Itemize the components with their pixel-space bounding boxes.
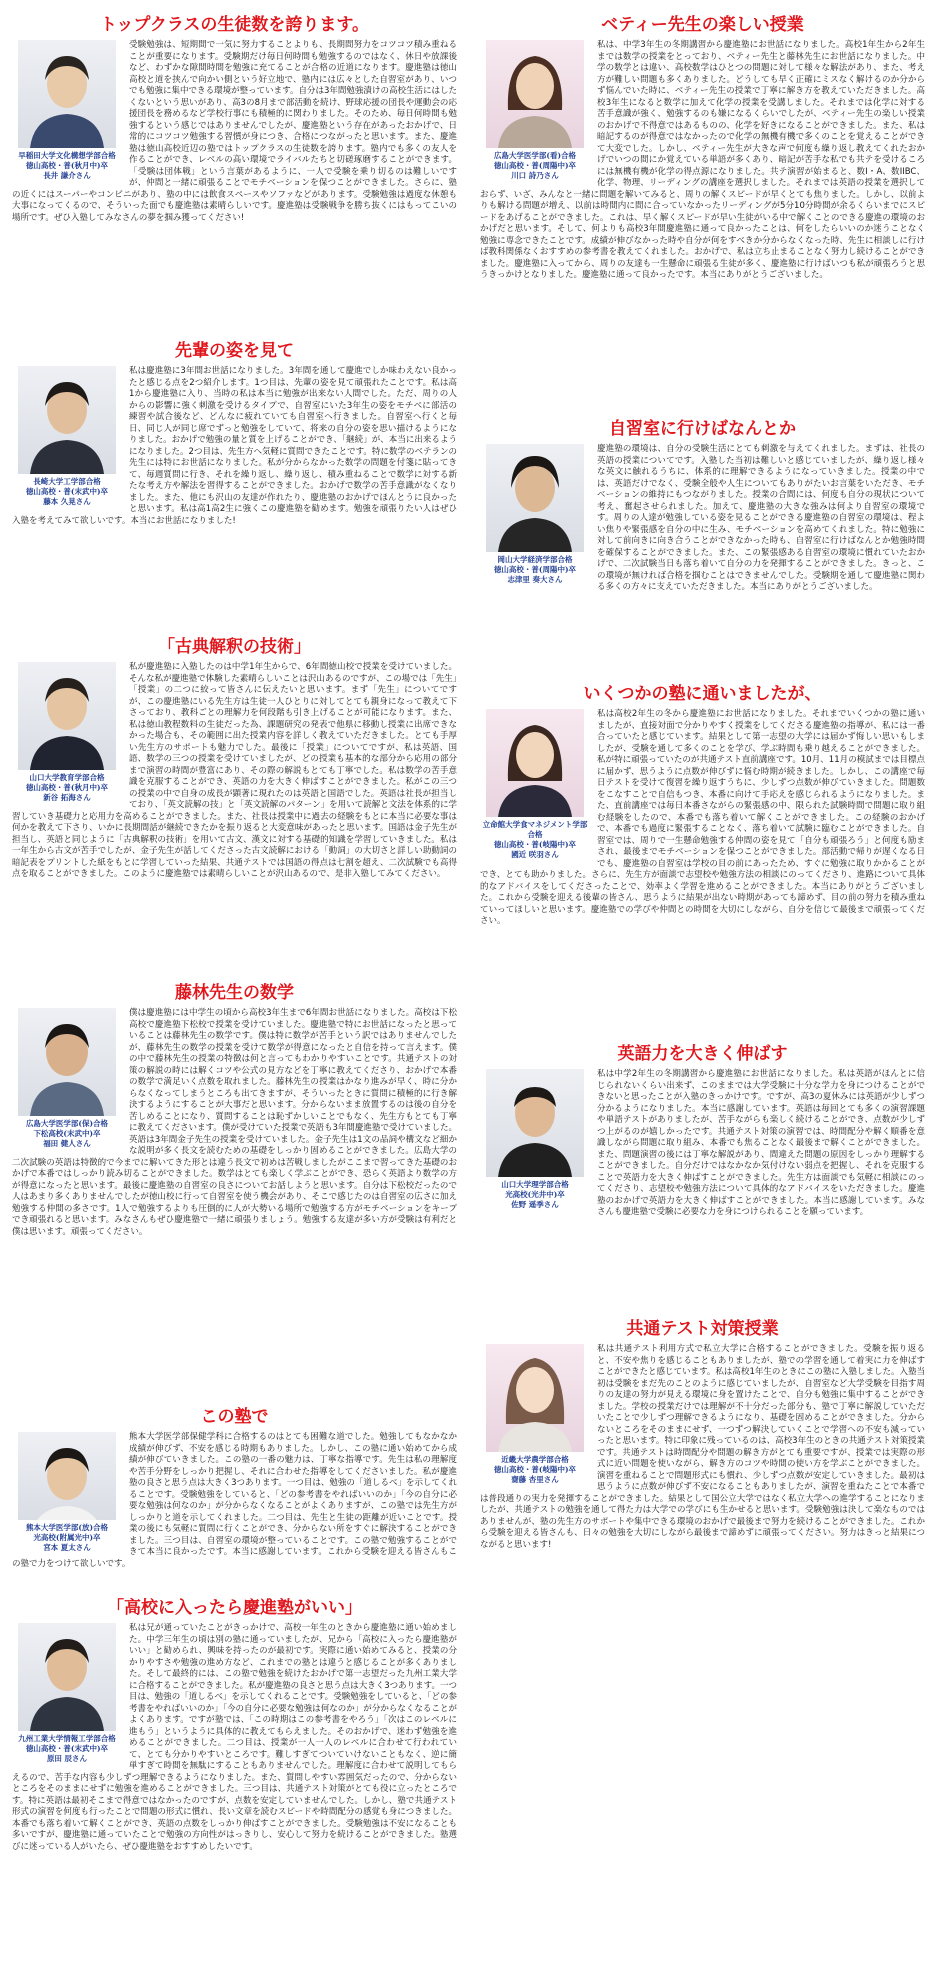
story-title: 英語力を大きく伸ばす (617, 1044, 788, 1064)
story-6 (12, 1597, 457, 1947)
story-10 (480, 1043, 925, 1298)
caption-line: 徳山高校・普(末武中)卒 (25, 1744, 109, 1753)
student-profile (12, 1623, 122, 1764)
student-profile (12, 366, 122, 507)
story-body: 僕は慶進塾には中学生の頃から高校3年生まで6年間お世話になりました。高校は下松高校で慶進塾下松校で授業を受けていました。慶進塾で特にお世話になったと思っていることは藤林先生の数学です。僕は特に数学が苦手という訳ではありませんでしたが、藤林先生の数学の授業を受けて数学が得意になったと自信を持って言えます。僕の中で藤林先生の授業の特徴は何と言ってもわかりやすいことです。共通テストの対策の解説の時には解くコツや公式の見方などを丁寧に教えてくださり、おかげで本番の数学で満足いく点数を取れました。藤林先生の授業はかなり進みが早く、時に分からなくなってしまうところも出てきますが、そういったときに質問に積極的に行き解決するようにすることが大事だと思います。分からないまま放置するのは後の自分を苦しめることになり、質問することは恥ずかしいことでもなく、先生方もとても丁寧に教えてくださいます。僕が受けていた授業で英語も3年間慶進塾で受けていました。英語は3年間金子先生の授業を受けていました。金子先生は1文の品詞や構文など細かな説明が多く長文を読むための基礎をしっかり固めることができました。広島大学の二次試験の英語は特徴的で今までに解いてきた形とは違う長文で初めは苦戦しましたがここまで習ってきた基礎のおかげで本番ではしっかり読み切ることができました。数学はとても楽しく学ぶことができ、恐らく英語より数学の方が得意になったと思います。最後に慶進塾の自習室の良さについてお話しようと思います。自分は下松校だったので人はあまり多くありませんでしたが徳山校に行って自習室を使う機会があり、そこで感じたのは自習室の広さに加え勉強する仲間の多さです。1人で勉強するよりも圧倒的に人が大勢いる場所で勉強する方がモチベーションをキープでき頑張れると思います。みなさんもぜひ慶進塾で一緒に頑張りましょう。勉強する友達が多い方が受験は有利だと僕は思います。頑張ってください。 (12, 1008, 457, 1237)
student-photo (486, 1344, 584, 1452)
story-11 (480, 1318, 925, 1708)
caption-line: 徳山高校・普(岐陽中)卒 (493, 840, 577, 849)
story-title: 藤林先生の数学 (175, 983, 294, 1003)
story-body: 私が慶進塾に入塾したのは中学1年生からで、6年間徳山校で授業を受けていました。そんな私が慶進塾で体験した素晴らしいことは沢山あるのですが、この場では「先生」「授業」の二つに絞って皆さんに伝えたいと思います。まず「先生」についてですが、この慶進塾にいる先生方は生徒一人ひとりに対してとても親身になって教えて下さっており、教科ごとの理解力を何段階も引き上げることが可能になります。また、私は徳山教程数料の生徒だった為、課題研究の発表で他県に移動し授業に出席できなかった場合も、その範囲に出た授業内容を詳しく教えていただきました。とても手厚い先生方のサポートも魅力でした。最後に「授業」についてですが、私は英語、国語、数学の三つの授業を受けていましたが、どの授業も基本的な部分から応用の部分まで演習の時間が豊富にあり、その際の解説もとても丁寧でした。私は数学の苦手意識を克服することができ、英語の力を大きく伸ばすことができました。私がこの三つの授業の中で自身の成長が顕著に現れたのは英語と国語でした。英語は社長が担当しており、「英文読解の技」と「英文読解のパターン」を用いて読解と文法を体系的に学習していき基礎力と応用力を高めることができました。また、社長は授業中に過去の経験をもとに本当に必要な事は何かを教えて下さり、いかに長期間話が継続できたかを振り返ると大変意味があったと思います。国語は金子先生が担当し、英語と同じように「古典解釈の技術」を用いて古文、漢文に対する基礎的知識を学習していきました。私は一年生から古文が苦手でしたが、金子先生が話してくださった古文読解における「動詞」の大切さと詳しい助動詞の暗記表をプリントした紙をもとに学習していった結果、共通テストでは国語の得点は七割を超え、二次試験でも高得点を取ることができました。このように慶進塾では素晴らしいことが沢山あるので、是非入塾してみてください。 (12, 662, 457, 879)
caption-line: 九州工業大学情報工学部合格 (18, 1734, 116, 1743)
student-photo (18, 1432, 116, 1520)
story-body: 私は共通テスト利用方式で私立大学に合格することができました。受験を振り返ると、不安や焦りを感じることもありましたが、塾での学習を通して着実に力を伸ばすことができたと感じています。私は高校1年生のときにこの塾に入塾しました。入塾当初は受験をまだ先のことのように感じていましたが、自習室など大学受験を目指す周りの友達の努力が見える環境に身を置けたことで、自分も勉強に集中することができました。学校の授業だけでは理解が不十分だった部分も、塾で丁寧に解説していただいたことで少しずつ理解できるようになり、基礎を固めることができました。分からないところをそのままにせず、一つずつ解決していくことで学習への不安も減っていったと思います。特に印象に残っているのは、高校3年生のときの共通テスト対策授業です。共通テストは時間配分や問題の解き方がとても重要ですが、授業では実際の形式に近い問題を使いながら、解き方のコツや時間の使い方を学ぶことができました。演習を重ねることで問題形式にも慣れ、少しずつ点数が安定していきました。最初は思うように点数が伸びず不安になることもありましたが、演習を重ねたことで本番では普段通りの実力を発揮することができました。結果として国公立大学ではなく私立大学への進学することになりましたが、共通テストの勉強を通して得た力は大学での学びにも生かせると思います。受験勉強は決して楽なものではありませんが、塾の先生方のサポートや集中できる環境のおかげで最後まで努力を続けることができました。これから受験を迎える皆さんも、日々の勉強を大切にしながら最後まで諦めずに頑張ってください。努力はきっと結果につながると思います! (480, 1344, 925, 1550)
caption-line: 徳山高校・普(末武中)卒 (25, 487, 109, 496)
caption-line: 光高校(附属光中)卒 (33, 1533, 101, 1542)
student-photo (18, 662, 116, 770)
caption-line: 熊本大学医学部(放)合格 (25, 1523, 109, 1532)
student-profile (12, 1432, 122, 1553)
story-5 (12, 1406, 457, 1581)
student-portrait-icon (18, 1432, 116, 1520)
student-portrait-icon (18, 662, 116, 770)
student-profile (480, 709, 590, 860)
caption-line: 原田 辰さん (46, 1754, 88, 1763)
story-body: 受験勉強は、短期間で一気に努力することよりも、長期間努力をコツコツ積み重ねることが重要になります。受験期だけ毎日何時間も勉強するのではなく、休日や放課後など、わずかな隙間時間を勉強に充てることが合格の近道になります。慶進塾は徳山高校と道を挟んで向かい側という好立地で、塾内には広々とした自習室があり、いつでも勉強に集中できる環境が整っています。自分は3年間勉強漬けの高校生活にはしたくないという思いがあり、高3の8月まで部活動を続け、野球応援の団長や運動会の応援団長を務めるなど学校行事にも積極的に関わりました。そのため、毎日何時間も勉強するという感じではありませんでしたが、慶進塾という存在があったおかげで、日常的にコツコツ勉強する習慣が身につき、合格につながったと思います。また、慶進塾は徳山高校近辺の塾ではトップクラスの生徒数を誇ります。塾内でも多くの友人を作ることができ、レベルの高い環境でライバルたちと切磋琢磨することができます。「受験は団体戦」という言葉があるように、一人で受験を乗り切るのは難しいですが、仲間と一緒に頑張ることでモチベーションを保つことができました。さらに、塾の近くにはスーパーやコンビニがあり、塾の中には飲食スペースやソファなどがあります。受験勉強は過度な休憩も大事になってくるので、そういった面でも慶進塾は素晴らしいです。慶進塾は受験戦争を勝ち抜くにはもってこいの場所です。ぜひ入塾してみなさんの夢を掴み獲ってください! (12, 40, 457, 223)
student-photo (18, 40, 116, 148)
story-body: 私は、中学3年生の冬期講習から慶進塾にお世話になりました。高校1年生から2年生までは数学の授業をとっており、ベティー先生と藤林先生にお世話になりました。中学の数学とは違い、高校数学はひとつの問題に対して様々な解法があり、また、考え方が難しい問題も多くありました。どうしても早く正確にミスなく解けるのか分からず悩んでいた時に、ベティー先生の授業で丁寧に解き方を教えていただきました。高校3年生になると数学に加えて化学の授業を受講しました。それまでは化学に対する苦手意識が強く、勉強するのも嫌になるくらいでしたが、ベティー先生の楽しい授業のおかげで不得意ではあるものの、化学を好きになることができました。また、私は暗記するのが得意ではなかったので化学の無機有機で多くのことを覚えることができて大変でした。しかし、ベティー先生が大きな声で何度も繰り返し教えてくれたおかげでいつの間にか覚えている単語が多くあり、暗記が苦手な私でも共テを受けるころには無機有機が化学の得点源になりました。共テ演習が始まると、数I・A、数IIBC、化学、物理、リーディングの講座を選択しました。それまでは英語の授業を選択しておらず、いざ、みんなと一緒に問題を解いてみると、周りの解くスピードが早くとても焦りました。しかし、以前よりも解ける問題が増え、以前は時間内に間に合っていなかったリーディングが5分10分時間が余るくらいまでにスピードをあげることができました。これは、早く解くスピードが早い生徒がいる中で解くことのできる慶進の環境のおかげだと思います。そして、何よりも高校3年間慶進塾に通って良かったことは、何をしたらいいのか迷うことなく勉強に専念できたことです。成績が伸びなかった時や自分が何をすべきか分からなくなった時、先生に相談しに行けば教科関係なくおすすめの参考書を教えてくれました。おかげで、私は立ち止まることなく努力し続けることができました。慶進塾に入ってから、周りの友達も一生懸命に頑張る生徒が多く、慶進塾に行けばいつも私が頑張ろうと思うきっかけとなりました。慶進塾に通って良かったです。本当にありがとうございました。 (480, 40, 925, 280)
caption-line: 広島大学医学部(保)合格 (25, 1119, 109, 1128)
story-body: 私は中学2年生の冬期講習から慶進塾にお世話になりました。私は英語がほんとに信じられないくらい出来ず、このままでは大学受験に十分な学力を身につけることができないと思ったことが入塾のきっかけです。ですが、高3の夏休みには英語が少しずつ分かるようになりました。本当に感謝しています。英語は毎回とても多くの演習課題や単語テストがありましたが、苦手ながらも楽しく続けることができ、点数が少しずつ上がるのが嬉しかったです。共通テスト対策の演習では、時間配分や解く順番を意識しながら問題に取り組み、本番でも焦ることなく最後まで解くことができました。また、問題演習の後には丁寧な解説があり、間違えた問題の原因をしっかり理解することができました。自分だけではなかなか気付けない弱点を把握し、それを克服することで英語力を大きく伸ばすことができました。先生方は面談でも気軽に相談にのってくださり、志望校や勉強方法について具体的なアドバイスをいただきました。慶進塾のおかげで英語力を大きく伸ばすことができました。本当に感謝しています。みなさんも慶進塾で受験に必要な力を身につけられることを願っています。 (597, 1069, 925, 1217)
caption-line: 川口 詩乃さん (511, 171, 559, 180)
caption-line: 長井 謙介さん (43, 171, 91, 180)
student-portrait-icon (486, 1069, 584, 1177)
caption-line: 徳山高校・普(岐陽中)卒 (493, 1465, 577, 1474)
left-column (12, 14, 457, 1947)
story-body: 熊本大学医学部保健学科に合格するのはとても困難な道でした。勉強してもなかなか成績が伸びず、不安を感じる時期もありました。しかし、この塾に通い始めてから成績が伸びていきました。この塾の一番の魅力は、丁寧な指導です。先生は私の理解度や苦手分野をしっかり把握し、それに合わせた指導をしてくださいました。私が慶進塾の良さと思う点は大きく3つあります。一つ目は、勉強の「道しるべ」を示してくれることです。受験勉強をしていると、「どの参考書をやればいいのか」「今の自分に必要な勉強は何なのか」が分からなくなることがよくありますが、この塾では先生方がしっかりと道を示してくれました。二つ目は、先生と生徒の距離が近いことです。授業の後にも気軽に質問に行くことができ、分からない所をすぐに解決することができました。三つ目は、自習室の環境が整っていることです。この塾で勉強することができて本当に良かったです。本当に感謝しています。これから受験を迎える皆さんもこの塾で力をつけて欲しいです。 (12, 1432, 457, 1569)
story-7 (480, 14, 925, 404)
student-photo (486, 1069, 584, 1177)
student-profile (480, 444, 590, 585)
student-photo (18, 366, 116, 474)
student-profile (12, 1008, 122, 1149)
story-1 (12, 14, 457, 324)
student-portrait-icon (18, 366, 116, 474)
story-title: 自習室に行けばなんとか (609, 419, 796, 439)
story-title: 共通テスト対策授業 (626, 1319, 779, 1339)
story-title: 先輩の姿を見て (175, 341, 294, 361)
caption-line: 早稲田大学文化構想学部合格 (18, 151, 116, 160)
student-portrait-icon (486, 40, 584, 148)
student-photo (18, 1008, 116, 1116)
story-2 (12, 340, 457, 620)
caption-line: 福田 健人さん (43, 1139, 91, 1148)
story-9 (480, 683, 925, 1013)
caption-line: 光高校(光井中)卒 (505, 1190, 565, 1199)
student-profile (12, 40, 122, 181)
story-8 (480, 418, 925, 653)
story-body: 私は兄が通っていたことがきっかけで、高校一年生のときから慶進塾に通い始めました。中学三年生の頃は別の塾に通っていましたが、兄から「高校に入ったら慶進塾がいい」と勧められ、興味を持ったのが最初です。実際に通い始めてみると、授業の分かりやすさや勉強の進め方など、これまでの塾とは違うと感じることが多くありました。そして最終的には、この塾で勉強を続けたおかげで第一志望だった九州工業大学に合格することができました。私が慶進塾の良さと思う点は大きく3つあります。一つ目は、勉強の「道しるべ」を示してくれることです。受験勉強をしていると、「どの参考書をやればいいのか」「今の自分に必要な勉強は何なのか」が分からなくなることがよくあります。ですが塾では、「この時期はこの参考書をやろう」「次はこのレベルに進もう」というように具体的に教えてもらえました。そのおかげで、迷わず勉強を進めることができました。二つ目は、授業が一人一人のレベルに合わせて行われていて、とても分かりやすいところです。難しすぎてついていけないこともなく、逆に簡単すぎて時間を無駄にすることもありませんでした。理解度に合わせて説明してもらえるので、苦手な内容も少しずつ理解できるようになりました。また、質問しやすい雰囲気だったので、分からないところをそのままにせずに勉強を進めることができました。三つ目は、共通テスト対策がとても役に立ったところです。特に英語は最初そこまで得意ではなかったのですが、点数を安定していませんでした。しかし、塾で共通テスト形式の演習を何度も行ったことで問題の形式に慣れ、長い文章を読むスピードや時間配分の感覚も身につきました。本番でも落ち着いて解くことができ、英語の点数をしっかり伸ばすことができました。受験勉強は不安になることも多いですが、慶進塾に通っていたことで勉強の方向性がはっきりし、安心して努力を続けることができました。塾選びに迷っている人がいたら、ぜひ慶進塾をおすすめしたいです。 (12, 1623, 457, 1852)
caption-line: 志津里 奏大さん (507, 575, 563, 584)
caption-line: 長崎大学工学部合格 (33, 477, 101, 486)
caption-line: 広島大学医学部(看)合格 (493, 151, 577, 160)
story-body: 慶進塾の環境は、自分の受験生活にとても刺激を与えてくれました。まずは、社長の英語の授業についてです。入塾した当初は難しいと感じていましたが、繰り返し様々な英文に触れるうちに、体系的に理解できるようになっていきました。授業の中では、英語だけでなく、受験全般や人生についてもありがたいお言葉をいただき、モチベーションの維持にもつながりました。授業の合間には、何度も自分の現状について考え、奮起させられました。加えて、慶進塾の大きな強みは何より自習室の環境です。周りの人達が勉強している姿を見ることができる慶進塾の自習室の環境は、程よい焦りや緊張感を自分の中に生み、モチベーションを高めてくれました。特に勉強に対して前向きに向き合うことができなかった時も、自習室に行けばなんとか勉強時間を確保することができました。また、この緊張感ある自習室の環境に慣れていたおかげで、二次試験当日も落ち着いて自分の力を発揮することができました。きっと、この環境が無ければ合格を掴むことはできませんでした。受験期を通して慶進塾に関わる多くの方々に支えていただきました。本当にありがとうございました。 (597, 444, 925, 592)
caption-line: 下松高校(末武中)卒 (33, 1129, 101, 1138)
caption-line: 立命館大学食マネジメント学部合格 (482, 820, 588, 839)
story-3 (12, 636, 457, 966)
caption-line: 齋藤 杏里さん (511, 1475, 559, 1484)
student-profile (480, 40, 590, 181)
student-portrait-icon (486, 1344, 584, 1452)
student-profile (480, 1344, 590, 1485)
student-portrait-icon (18, 1623, 116, 1731)
caption-line: 徳山高校・普(秋月中)卒 (25, 783, 109, 792)
student-photo (18, 1623, 116, 1731)
student-photo (486, 444, 584, 552)
caption-line: 佐野 遥季さん (511, 1200, 559, 1209)
student-profile (12, 662, 122, 803)
right-column (480, 14, 925, 1708)
caption-line: 山口大学理学部合格 (501, 1180, 569, 1189)
story-body: 私は高校2年生の冬から慶進塾にお世話になりました。それまでいくつかの塾に通いましたが、直接対面で分かりやすく授業をしてくださる慶進塾の指導が、私には一番合っていたと感じています。結果として第一志望の大学には届かず悔しい思いもしましたが、受験を通して多くのことを学び、学ぶ時間も乗り越えることができました。私が特に頑張っていたのが共通テスト直前講座です。10月、11月の模試までは目標点に届かず、思うように点数が伸びずに悩む時期が続きました。しかし、この講座で毎日テストを受けて復習を繰り返すうちに、少しずつ点数が伸びていきました。問題数をこなすことで自信もつき、本番に向けて手応えを感じられるようになりました。また、直前講座では毎日本番さながらの緊張感の中、限られた試験時間で問題に取り組む経験をしたので、本番でも落ち着いて解くことができました。この経験のおかげで、本番でも過度に緊張することなく、落ち着いて試験に臨むことができました。自習室では、周りで一生懸命勉強する仲間の姿を見て「自分も頑張ろう」と何度も励まされ、最後までモチベーションを保つことができました。部活動で帰りが遅くなる日でも、慶進塾の自習室は学校の目の前にあったため、すぐに勉強に取りかかることができ、とても助かりました。さらに、先生方が面談で志望校や勉強方法の相談にのってくださり、進路について具体的なアドバイスをしてくださったことで、効率よく学習を進めることができました。本当にありがとうございました。これから受験を迎える後輩の皆さん、思うように結果が出ない時期があっても諦めず、目の前の努力を積み重ねていってほしいと思います。慶進塾での学びや仲間との時間を大切にしながら、自分を信じて最後まで頑張ってください。 (480, 709, 925, 926)
student-profile (480, 1069, 590, 1210)
story-title: ベティー先生の楽しい授業 (601, 15, 804, 35)
story-title: いくつかの塾に通いましたが、 (583, 684, 822, 704)
caption-line: 徳山高校・普(秋月中)卒 (25, 161, 109, 170)
caption-line: 宮本 夏太さん (43, 1543, 91, 1552)
caption-line: 徳山高校・普(周陽中)卒 (493, 565, 577, 574)
caption-line: 山口大学教育学部合格 (29, 773, 105, 782)
student-portrait-icon (486, 444, 584, 552)
student-portrait-icon (18, 40, 116, 148)
caption-line: 徳山高校・普(周陽中)卒 (493, 161, 577, 170)
caption-line: 藤本 久晃さん (43, 497, 91, 506)
student-portrait-icon (18, 1008, 116, 1116)
caption-line: 新谷 拓海さん (43, 793, 91, 802)
student-photo (486, 709, 584, 817)
student-portrait-icon (486, 709, 584, 817)
student-photo (486, 40, 584, 148)
story-title: トップクラスの生徒数を誇ります。 (99, 15, 370, 35)
story-title: この塾で (200, 1407, 269, 1427)
caption-line: 岡山大学経済学部合格 (497, 555, 573, 564)
story-title: 「古典解釈の技術」 (158, 637, 311, 657)
story-4 (12, 982, 457, 1392)
caption-line: 國近 咲羽さん (511, 850, 559, 859)
story-title: 「高校に入ったら慶進塾がいい」 (107, 1598, 362, 1618)
story-body: 私は慶進塾に3年間お世話になりました。3年間を通して慶進でしか味わえない良かったと感じる点を2つ紹介します。1つ目は、先輩の姿を見て頑張れたことです。私は高1から慶進塾に入り、当時の私は本当に勉強が出来ない人間でした。ただ、周りの人からの影響に強く刺激を受けるタイプで、自習室にいた3年生の姿をモチベに部活の練習や試合後など、どんなに疲れていても自習室へ行きました。自習室へ行くと毎日、同じ人が同じ席でずっと勉強をしていて、将来の自分の姿を思い描けるようになりました。おかげで勉強の量と質を上げることができ、「継続」が、本当に出来るようになりました。2つ目は、先生方へ気軽に質問できたことです。特に数学のベテランの先生には特にお世話になりました。私が分からなかった数学の問題を付箋に貼ってきて、毎週質問に行き、それを繰り返し、繰り返し、積み重ねることで数学に対する新たな考え方や解法を習得することができました。おかげで数学の苦手意識がなくなりました。また、他にも沢山の友達が作れたり、慶進塾のおかげでほんとうに良かったと思います。私は高1高2生に強くこの慶進塾を勧めます。勉強を頑張りたい人はぜひ入塾を考えてみて欲しいです。本当にお世話になりました! (12, 366, 457, 526)
caption-line: 近畿大学農学部合格 (501, 1455, 569, 1464)
